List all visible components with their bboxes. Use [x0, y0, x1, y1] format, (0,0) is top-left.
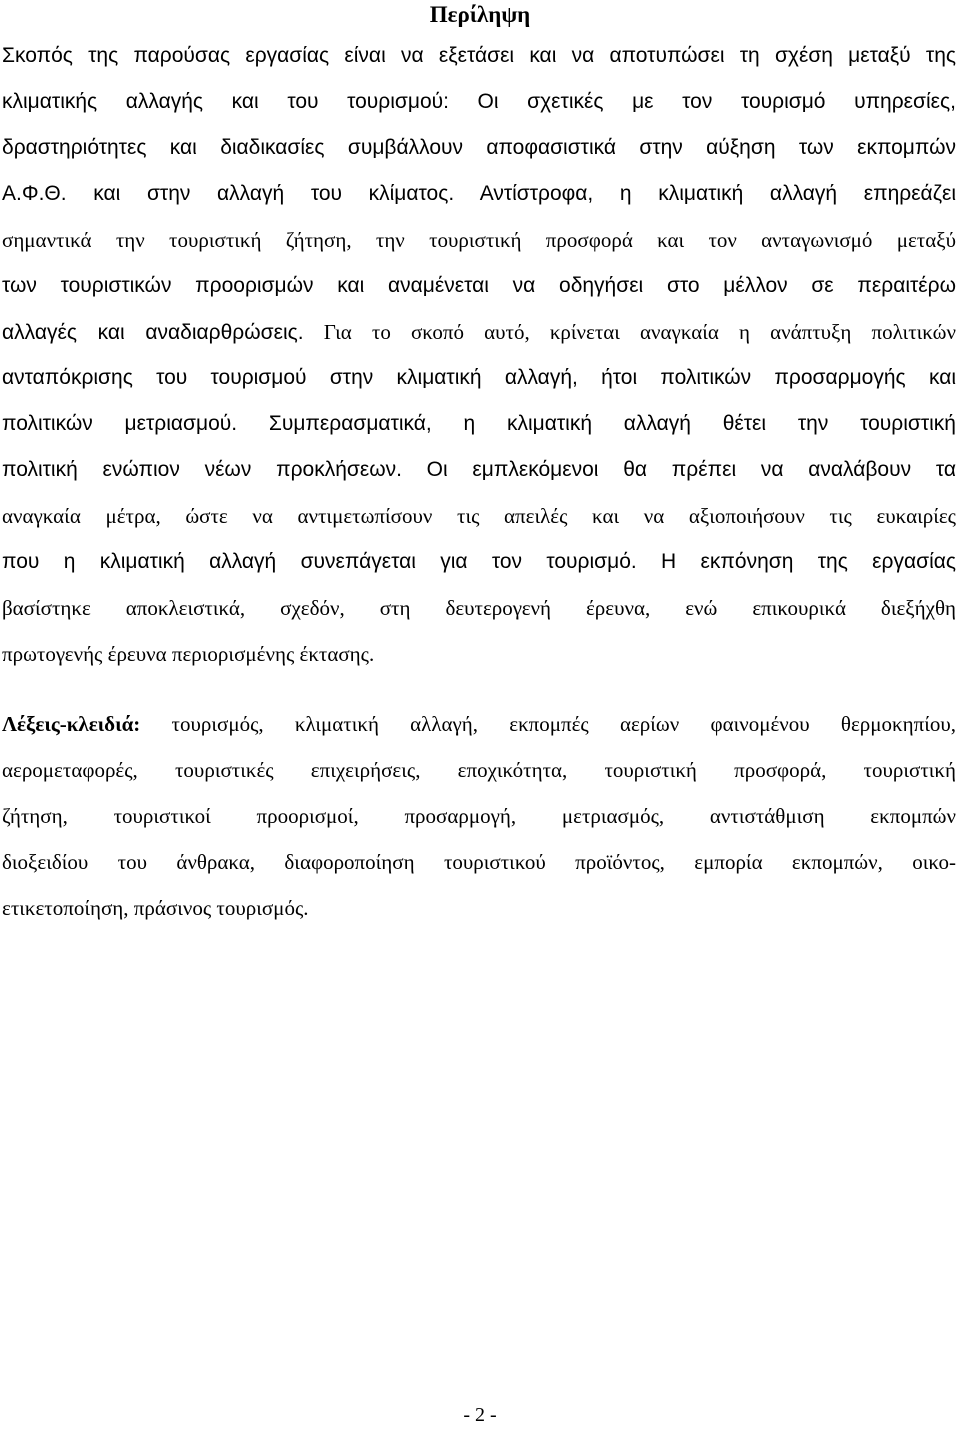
abstract-line: ανταπόκρισης του τουρισμού στην κλιματική αλλαγή, ήτοι πολιτικών προσαρμογής και: [2, 366, 956, 389]
abstract-line: που η κλιματική αλλαγή συνεπάγεται για τον τουρισμό. Η εκπόνηση της εργασίας: [2, 550, 956, 573]
abstract-line: [2, 314, 956, 350]
abstract-line: βασίστηκε αποκλειστικά, σχεδόν, στη δευτερογενή έρευνα, ενώ επικουρικά διεξήχθη: [2, 596, 956, 620]
abstract-line: [2, 176, 956, 212]
abstract-line-segment: Α.Φ.Θ. και στην αλλαγή του κλίματος.: [2, 182, 455, 205]
keywords-line-segment: τουρισμός, κλιματική αλλαγή, εκπομπές αερίων φαινομένου θερμοκηπίου,: [171, 712, 956, 736]
keywords-line: ζήτηση, τουριστικοί προορισμοί, προσαρμογή, μετριασμός, αντιστάθμιση εκπομπών: [2, 804, 956, 828]
abstract-line: πρωτογενής έρευνα περιορισμένης έκτασης.: [2, 642, 375, 666]
abstract-line: πολιτικών μετριασμού. Συμπερασματικά, η κλιματική αλλαγή θέτει την τουριστική: [2, 412, 956, 435]
page-title: Περίληψη: [429, 2, 531, 27]
abstract-line: αναγκαία μέτρα, ώστε να αντιμετωπίσουν τις απειλές και να αξιοποιήσουν τις ευκαιρίες: [2, 504, 956, 528]
abstract-line: των τουριστικών προορισμών και αναμένεται να οδηγήσει στο μέλλον σε περαιτέρω: [2, 274, 956, 297]
abstract-line-segment: Για το σκοπό αυτό, κρίνεται αναγκαία η ανάπτυξη πολιτικών: [323, 320, 956, 344]
abstract-line: δραστηριότητες και διαδικασίες συμβάλλουν αποφασιστικά στην αύξηση των εκπομπών: [2, 136, 956, 159]
page-number: - 2 -: [463, 1404, 497, 1426]
abstract-line-segment: Αντίστροφα, η κλιματική αλλαγή επηρεάζει: [479, 182, 956, 205]
abstract-line: κλιματικής αλλαγής και του τουρισμού: Οι σχετικές με τον τουρισμό υπηρεσίες,: [2, 90, 956, 113]
abstract-line: σημαντικά την τουριστική ζήτηση, την τουριστική προσφορά και τον ανταγωνισμό μεταξύ: [2, 228, 956, 252]
keywords-line: ετικετοποίηση, πράσινος τουρισμός.: [2, 896, 309, 920]
keywords-line: αερομεταφορές, τουριστικές επιχειρήσεις, εποχικότητα, τουριστική προσφορά, τουριστική: [2, 758, 956, 782]
keywords-label: Λέξεις-κλειδιά:: [2, 712, 141, 736]
keywords-line: [2, 706, 956, 742]
abstract-line: πολιτική ενώπιον νέων προκλήσεων. Οι εμπλεκόμενοι θα πρέπει να αναλάβουν τα: [2, 458, 956, 481]
keywords-line: διοξειδίου του άνθρακα, διαφοροποίηση τουριστικού προϊόντος, εμπορία εκπομπών, οικο-: [2, 850, 956, 874]
abstract-line: Σκοπός της παρούσας εργασίας είναι να εξετάσει και να αποτυπώσει τη σχέση μεταξύ της: [2, 44, 956, 67]
abstract-line-segment: αλλαγές και αναδιαρθρώσεις.: [2, 321, 304, 344]
